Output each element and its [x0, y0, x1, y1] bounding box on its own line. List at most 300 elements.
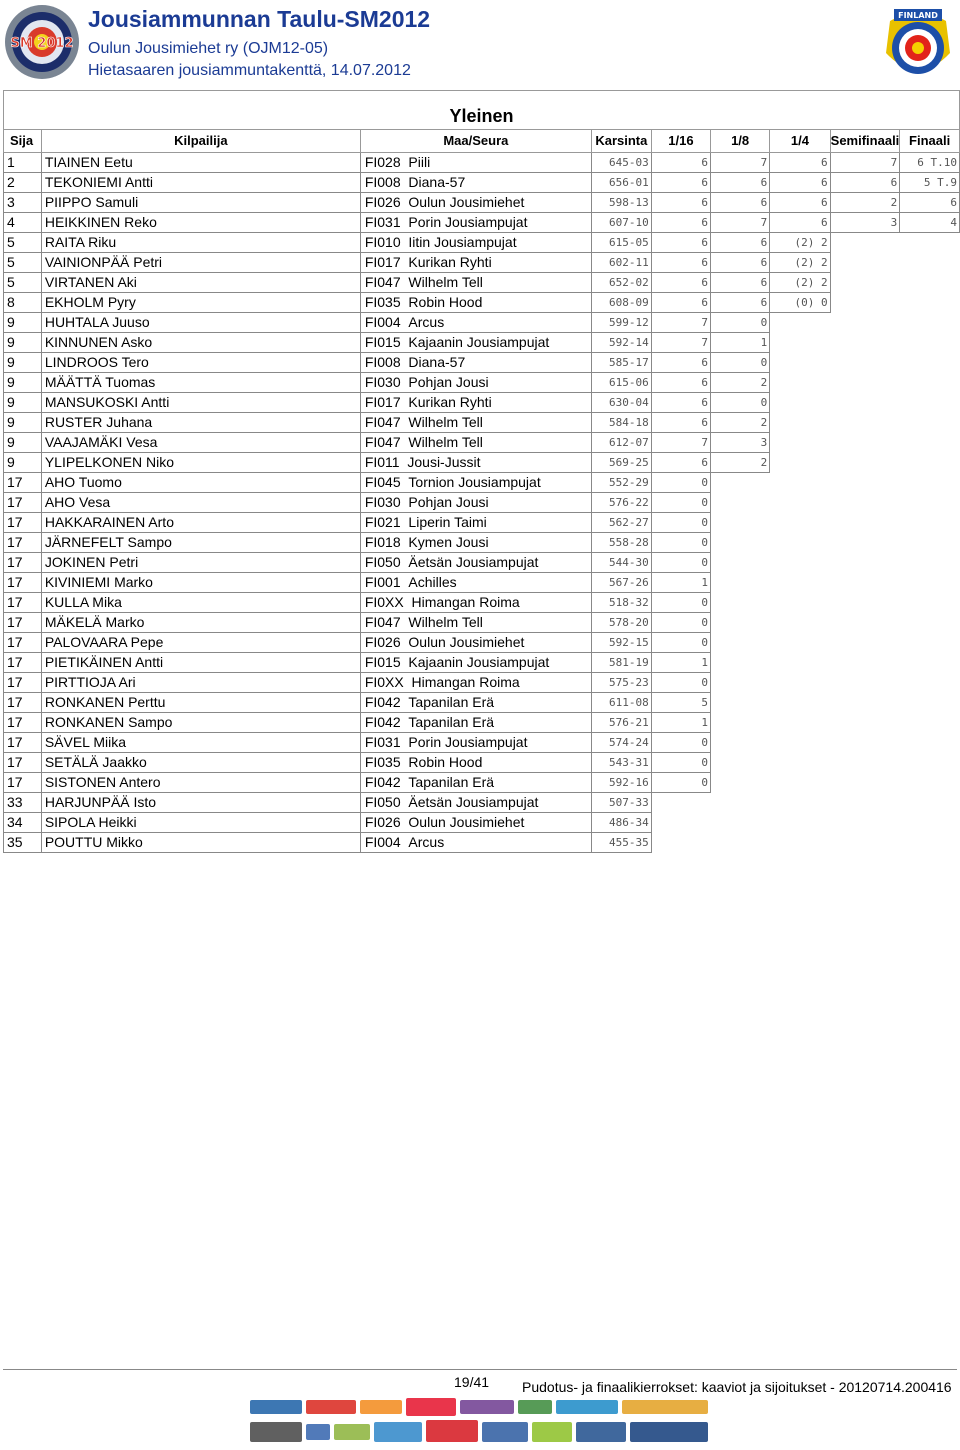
table-row [4, 773, 960, 793]
semifinal-score: 2 [830, 193, 900, 213]
semifinal-score [830, 593, 900, 613]
club-code: FI047 [364, 434, 401, 450]
final-score [900, 273, 960, 293]
r8-score [711, 773, 770, 793]
semifinal-score [830, 273, 900, 293]
semifinal-score [830, 293, 900, 313]
club-code: FI050 [364, 554, 401, 570]
r4-score: 6 [770, 213, 830, 233]
r16-score: 6 [651, 393, 710, 413]
club-name: Arcus [408, 314, 445, 330]
competitor-cell: SÄVEL Miika [41, 733, 360, 753]
qualification-score: 544-30 [591, 553, 651, 573]
rank-cell: 17 [4, 773, 42, 793]
club-cell [360, 433, 591, 453]
club-name: Achilles [408, 574, 457, 590]
table-row [4, 373, 960, 393]
qualification-score: 518-32 [591, 593, 651, 613]
col-header-qualification: Karsinta [591, 130, 651, 153]
rank-cell: 1 [4, 153, 42, 173]
qualification-score: 645-03 [591, 153, 651, 173]
rank-cell: 9 [4, 373, 42, 393]
competitor-cell: RONKANEN Sampo [41, 713, 360, 733]
rank-cell: 17 [4, 633, 42, 653]
club-name: Porin Jousiampujat [408, 214, 528, 230]
club-name: Pohjan Jousi [408, 374, 489, 390]
r16-score [651, 793, 710, 813]
final-score [900, 793, 960, 813]
r8-score [711, 473, 770, 493]
r16-score: 0 [651, 753, 710, 773]
club-name: Himangan Roima [411, 674, 520, 690]
qualification-score: 652-02 [591, 273, 651, 293]
semifinal-score [830, 633, 900, 653]
club-code: FI017 [364, 254, 401, 270]
club-code: FI017 [364, 394, 401, 410]
r8-score: 7 [711, 153, 770, 173]
semifinal-score [830, 233, 900, 253]
club-code: FI030 [364, 494, 401, 510]
r16-score: 0 [651, 533, 710, 553]
competitor-cell: TEKONIEMI Antti [41, 173, 360, 193]
club-name: Himangan Roima [411, 594, 520, 610]
qualification-score: 599-12 [591, 313, 651, 333]
r8-score: 1 [711, 333, 770, 353]
qualification-score: 576-21 [591, 713, 651, 733]
final-score [900, 473, 960, 493]
r4-score [770, 833, 830, 853]
club-cell [360, 293, 591, 313]
club-cell [360, 373, 591, 393]
r16-score: 0 [651, 673, 710, 693]
club-cell [360, 813, 591, 833]
club-name: Oulun Jousimiehet [408, 194, 525, 210]
qualification-score: 585-17 [591, 353, 651, 373]
club-cell [360, 273, 591, 293]
semifinal-score [830, 713, 900, 733]
club-cell [360, 633, 591, 653]
semifinal-score [830, 313, 900, 333]
r8-score [711, 533, 770, 553]
r4-score [770, 713, 830, 733]
club-name: Wilhelm Tell [408, 414, 483, 430]
sponsor-logo-tornion [556, 1400, 618, 1414]
r8-score [711, 833, 770, 853]
semifinal-score: 6 [830, 173, 900, 193]
qualification-score: 576-22 [591, 493, 651, 513]
table-body [4, 153, 960, 853]
r4-score [770, 613, 830, 633]
r8-score [711, 553, 770, 573]
rank-cell: 9 [4, 453, 42, 473]
final-score [900, 773, 960, 793]
r16-score: 6 [651, 233, 710, 253]
final-score [900, 253, 960, 273]
final-score [900, 453, 960, 473]
competitor-cell: SISTONEN Antero [41, 773, 360, 793]
competitor-cell: KULLA Mika [41, 593, 360, 613]
table-row [4, 693, 960, 713]
r16-score: 1 [651, 653, 710, 673]
final-score [900, 393, 960, 413]
final-score [900, 753, 960, 773]
sponsor-logo-oulun-op [360, 1400, 402, 1414]
rank-cell: 17 [4, 733, 42, 753]
qualification-score: 543-31 [591, 753, 651, 773]
rank-cell: 9 [4, 333, 42, 353]
qualification-score: 575-23 [591, 673, 651, 693]
left-logo-text: SM 2012 [10, 36, 74, 51]
col-header-competitor: Kilpailija [41, 130, 360, 153]
r8-score: 0 [711, 353, 770, 373]
r8-score: 7 [711, 213, 770, 233]
club-name: Pohjan Jousi [408, 494, 489, 510]
club-name: Tapanilan Erä [408, 694, 495, 710]
table-row [4, 393, 960, 413]
qualification-score: 602-11 [591, 253, 651, 273]
club-cell [360, 193, 591, 213]
qualification-score: 598-13 [591, 193, 651, 213]
r4-score [770, 753, 830, 773]
semifinal-score [830, 573, 900, 593]
r8-score: 6 [711, 253, 770, 273]
final-score [900, 233, 960, 253]
sponsor-logo-pyora-suvala [622, 1400, 708, 1414]
r4-score: 6 [770, 193, 830, 213]
r16-score: 6 [651, 193, 710, 213]
table-row [4, 233, 960, 253]
table-row [4, 453, 960, 473]
sponsor-logo-veikkaus [306, 1400, 356, 1414]
rank-cell: 17 [4, 513, 42, 533]
club-code: FI047 [364, 414, 401, 430]
table-row [4, 193, 960, 213]
qualification-score: 612-07 [591, 433, 651, 453]
organizer: Oulun Jousimiehet ry (OJM12-05) [88, 40, 329, 57]
table-row [4, 413, 960, 433]
table-row [4, 253, 960, 273]
r16-score: 6 [651, 173, 710, 193]
r16-score: 0 [651, 633, 710, 653]
r8-score: 6 [711, 233, 770, 253]
r4-score: 6 [770, 173, 830, 193]
r16-score: 0 [651, 513, 710, 533]
competitor-cell: SETÄLÄ Jaakko [41, 753, 360, 773]
r4-score [770, 533, 830, 553]
table-row [4, 293, 960, 313]
r4-score [770, 413, 830, 433]
final-score [900, 673, 960, 693]
semifinal-score [830, 453, 900, 473]
semifinal-score [830, 653, 900, 673]
sponsor-logo-ramboll [250, 1400, 302, 1414]
r4-score [770, 433, 830, 453]
club-name: Wilhelm Tell [408, 614, 483, 630]
table-row [4, 173, 960, 193]
r16-score: 6 [651, 373, 710, 393]
semifinal-score [830, 533, 900, 553]
r16-score: 1 [651, 713, 710, 733]
club-name: Piili [408, 154, 431, 170]
competitor-cell: RONKANEN Perttu [41, 693, 360, 713]
club-cell [360, 393, 591, 413]
r16-score: 6 [651, 413, 710, 433]
club-cell [360, 753, 591, 773]
sponsor-logo-oce [334, 1424, 370, 1440]
r8-score: 2 [711, 373, 770, 393]
sponsor-logo-puuinfo [532, 1422, 572, 1442]
r4-score: (2) 2 [770, 233, 830, 253]
club-name: Oulun Jousimiehet [408, 634, 525, 650]
semifinal-score [830, 833, 900, 853]
club-name: Robin Hood [408, 754, 483, 770]
club-cell [360, 253, 591, 273]
sponsor-logo-pop-pankki [406, 1398, 456, 1416]
qualification-score: 562-27 [591, 513, 651, 533]
club-cell [360, 733, 591, 753]
club-code: FI008 [364, 354, 401, 370]
club-code: FI042 [364, 714, 401, 730]
r4-score [770, 313, 830, 333]
semifinal-score [830, 473, 900, 493]
r8-score: 6 [711, 173, 770, 193]
r16-score: 6 [651, 293, 710, 313]
qualification-score: 630-04 [591, 393, 651, 413]
qualification-score: 567-26 [591, 573, 651, 593]
sponsor-logo-sherwood-shop [250, 1422, 302, 1442]
r8-score [711, 733, 770, 753]
club-name: Jousi-Jussit [407, 454, 481, 470]
table-row [4, 513, 960, 533]
competitor-cell: MÄÄTTÄ Tuomas [41, 373, 360, 393]
sponsor-logo-r-office [426, 1420, 478, 1442]
sponsor-logo-haapaniemi [518, 1400, 552, 1414]
col-header-r16: 1/16 [651, 130, 710, 153]
table-row [4, 473, 960, 493]
competitor-cell: VAINIONPÄÄ Petri [41, 253, 360, 273]
table-row [4, 713, 960, 733]
rank-cell: 5 [4, 253, 42, 273]
club-cell [360, 593, 591, 613]
club-cell [360, 553, 591, 573]
r16-score: 1 [651, 573, 710, 593]
club-code: FI047 [364, 614, 401, 630]
rank-cell: 8 [4, 293, 42, 313]
club-cell [360, 533, 591, 553]
club-code: FI0XX [364, 594, 404, 610]
r8-score [711, 793, 770, 813]
final-score [900, 813, 960, 833]
club-name: Diana-57 [408, 174, 466, 190]
rank-cell: 9 [4, 313, 42, 333]
sponsor-logo-oulu [306, 1424, 330, 1440]
club-code: FI026 [364, 634, 401, 650]
semifinal-score [830, 753, 900, 773]
semifinal-score [830, 413, 900, 433]
rank-cell: 17 [4, 493, 42, 513]
final-score: 6 T.10 [900, 153, 960, 173]
semifinal-score [830, 253, 900, 273]
competitor-cell: MANSUKOSKI Antti [41, 393, 360, 413]
club-name: Kajaanin Jousiampujat [408, 654, 550, 670]
club-code: FI018 [364, 534, 401, 550]
r16-score: 0 [651, 553, 710, 573]
qualification-score: 507-33 [591, 793, 651, 813]
r8-score [711, 573, 770, 593]
r4-score [770, 373, 830, 393]
competitor-cell: KINNUNEN Asko [41, 333, 360, 353]
final-score: 6 [900, 193, 960, 213]
r4-score [770, 673, 830, 693]
club-cell [360, 213, 591, 233]
r4-score [770, 733, 830, 753]
r4-score [770, 473, 830, 493]
table-row [4, 273, 960, 293]
club-name: Wilhelm Tell [408, 434, 483, 450]
sponsor-logo-cumulus [374, 1422, 422, 1442]
r4-score [770, 693, 830, 713]
qualification-score: 615-05 [591, 233, 651, 253]
r16-score: 6 [651, 353, 710, 373]
final-score [900, 553, 960, 573]
semifinal-score [830, 433, 900, 453]
club-cell [360, 313, 591, 333]
r16-score: 7 [651, 313, 710, 333]
club-name: Äetsän Jousiampujat [408, 554, 539, 570]
sponsor-logo-pocal [630, 1422, 708, 1442]
r8-score [711, 613, 770, 633]
competitor-cell: PIETIKÄINEN Antti [41, 653, 360, 673]
semifinal-score [830, 613, 900, 633]
final-score [900, 513, 960, 533]
final-score [900, 653, 960, 673]
club-name: Wilhelm Tell [408, 274, 483, 290]
r4-score [770, 353, 830, 373]
club-cell [360, 413, 591, 433]
final-score: 4 [900, 213, 960, 233]
r4-score [770, 333, 830, 353]
final-score [900, 733, 960, 753]
club-code: FI030 [364, 374, 401, 390]
r8-score [711, 633, 770, 653]
r16-score: 0 [651, 593, 710, 613]
rank-cell: 35 [4, 833, 42, 853]
table-row [4, 653, 960, 673]
r16-score: 6 [651, 453, 710, 473]
club-code: FI026 [364, 194, 401, 210]
competitor-cell: RAITA Riku [41, 233, 360, 253]
rank-cell: 17 [4, 673, 42, 693]
club-name: Arcus [408, 834, 445, 850]
final-score: 5 T.9 [900, 173, 960, 193]
table-row [4, 493, 960, 513]
col-header-rank: Sija [4, 130, 42, 153]
r8-score [711, 673, 770, 693]
final-score [900, 433, 960, 453]
club-code: FI001 [364, 574, 401, 590]
r4-score [770, 573, 830, 593]
final-score [900, 313, 960, 333]
club-code: FI035 [364, 754, 401, 770]
final-score [900, 613, 960, 633]
qualification-score: 574-24 [591, 733, 651, 753]
club-code: FI050 [364, 794, 401, 810]
semifinal-score [830, 773, 900, 793]
page-title: Jousiammunnan Taulu-SM2012 [88, 6, 431, 32]
qualification-score: 584-18 [591, 413, 651, 433]
qualification-score: 611-08 [591, 693, 651, 713]
competitor-cell: JOKINEN Petri [41, 553, 360, 573]
venue-date: Hietasaaren jousiammuntakenttä, 14.07.2012 [88, 62, 411, 79]
sm2012-emblem-icon [3, 3, 81, 81]
final-score [900, 373, 960, 393]
rank-cell: 9 [4, 433, 42, 453]
table-row [4, 613, 960, 633]
qualification-score: 608-09 [591, 293, 651, 313]
competitor-cell: KIVINIEMI Marko [41, 573, 360, 593]
semifinal-score [830, 553, 900, 573]
r8-score: 6 [711, 273, 770, 293]
final-score [900, 533, 960, 553]
club-cell [360, 513, 591, 533]
rank-cell: 17 [4, 613, 42, 633]
semifinal-score [830, 333, 900, 353]
final-score [900, 633, 960, 653]
rank-cell: 17 [4, 753, 42, 773]
r4-score: (2) 2 [770, 273, 830, 293]
final-score [900, 593, 960, 613]
table-row [4, 153, 960, 173]
club-name: Tapanilan Erä [408, 714, 495, 730]
club-cell [360, 453, 591, 473]
rank-cell: 9 [4, 353, 42, 373]
r4-score [770, 813, 830, 833]
table-row [4, 833, 960, 853]
footer-divider [3, 1369, 957, 1370]
table-row [4, 813, 960, 833]
club-name: Tornion Jousiampujat [408, 474, 541, 490]
col-header-r4: 1/4 [770, 130, 830, 153]
r4-score [770, 633, 830, 653]
club-cell [360, 493, 591, 513]
rank-cell: 5 [4, 233, 42, 253]
final-score [900, 333, 960, 353]
r4-score: 6 [770, 153, 830, 173]
r16-score: 0 [651, 613, 710, 633]
rank-cell: 3 [4, 193, 42, 213]
rank-cell: 9 [4, 393, 42, 413]
table-row [4, 533, 960, 553]
col-header-final: Finaali [900, 130, 960, 153]
r4-score [770, 593, 830, 613]
club-name: Tapanilan Erä [408, 774, 495, 790]
table-row [4, 433, 960, 453]
club-code: FI031 [364, 734, 401, 750]
r8-score [711, 693, 770, 713]
competitor-cell: MÄKELÄ Marko [41, 613, 360, 633]
rank-cell: 5 [4, 273, 42, 293]
r8-score [711, 653, 770, 673]
club-cell [360, 333, 591, 353]
club-name: Oulun Jousimiehet [408, 814, 525, 830]
competitor-cell: PIRTTIOJA Ari [41, 673, 360, 693]
rank-cell: 17 [4, 713, 42, 733]
rank-cell: 17 [4, 693, 42, 713]
semifinal-score [830, 733, 900, 753]
qualification-score: 615-06 [591, 373, 651, 393]
rank-cell: 17 [4, 573, 42, 593]
r4-score [770, 393, 830, 413]
